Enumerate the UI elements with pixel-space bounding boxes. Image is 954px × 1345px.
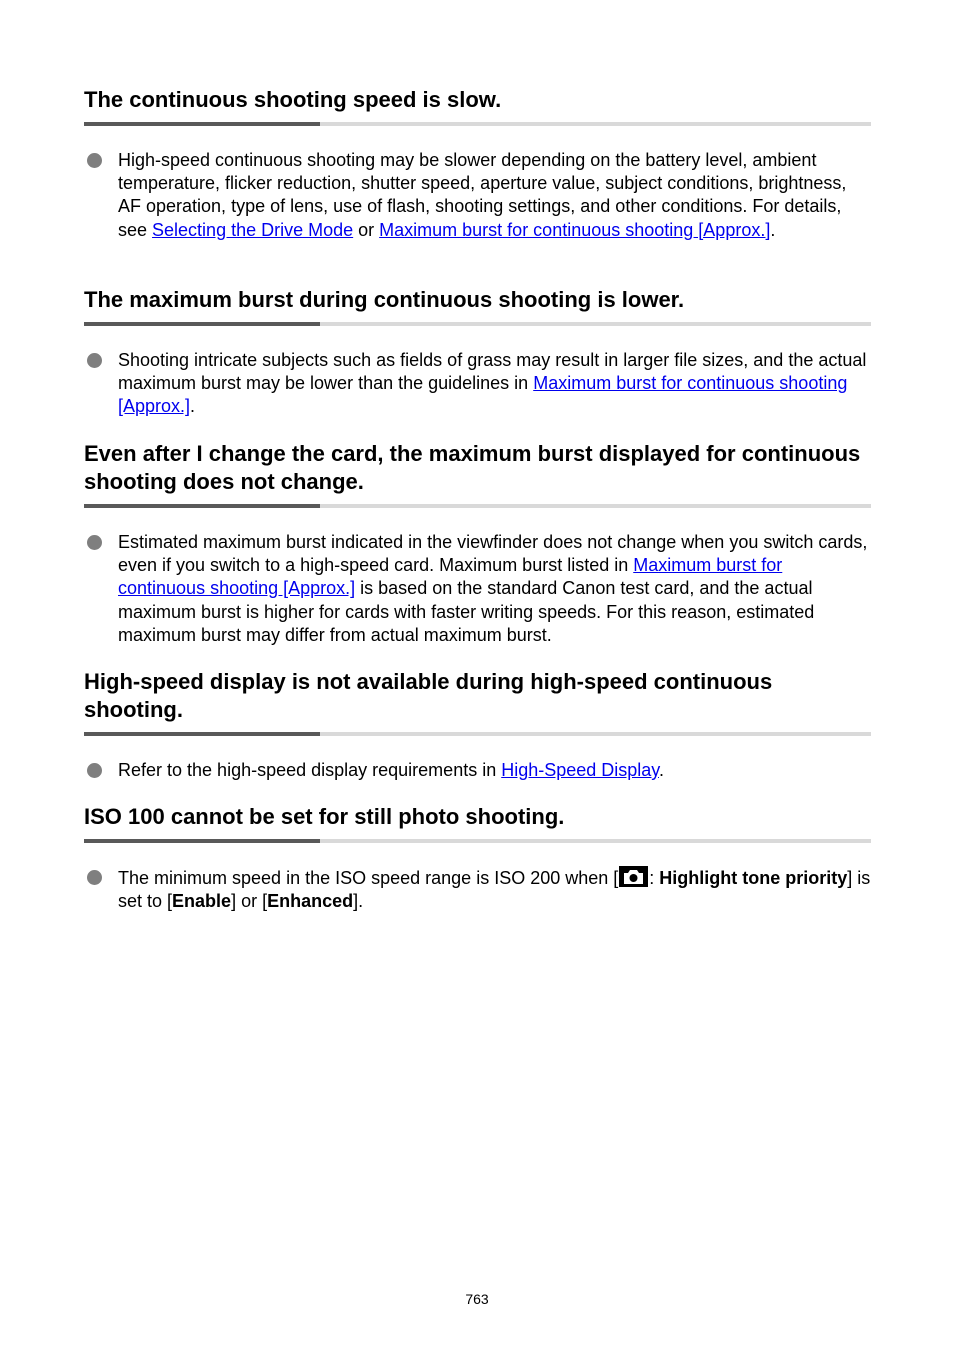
bullet-icon: [87, 153, 102, 168]
list-item: High-speed continuous shooting may be slower depending on the battery level, ambient temperature, flicker reduction, shutter speed, aperture value, subject conditions, brightness, AF operation, type of lens, use of flash, shooting settings, and other conditions. For details, see Selecting the Drive Mode or Maximum burst for continuous shooting [Approx.].: [84, 149, 871, 242]
list-item: The minimum speed in the ISO speed range is ISO 200 when [ : Highlight tone priority] is set to [Enable] or [Enhanced].: [84, 866, 871, 913]
section-title: ISO 100 cannot be set for still photo shooting.: [84, 804, 565, 829]
section-title: The continuous shooting speed is slow.: [84, 87, 502, 112]
page-number: 763: [465, 1291, 489, 1307]
section-divider: [84, 122, 871, 126]
camera-icon: [619, 866, 648, 887]
section-title: Even after I change the card, the maximum burst displayed for continuous shooting does not change.: [84, 441, 861, 494]
list-item: Refer to the high-speed display requirements in High-Speed Display.: [84, 759, 871, 782]
section-divider: [84, 732, 871, 736]
section-divider: [84, 322, 871, 326]
list-item: Shooting intricate subjects such as fields of grass may result in larger file sizes, and the actual maximum burst may be lower than the guidelines in Maximum burst for continuous shooting [Approx.].: [84, 349, 871, 419]
section-divider: [84, 839, 871, 843]
section-maximum-burst-lower: [84, 286, 871, 419]
section-title: The maximum burst during continuous shooting is lower.: [84, 287, 685, 312]
section-high-speed-display: [84, 668, 871, 782]
bullet-icon: [87, 763, 102, 778]
section-iso-100: [84, 803, 871, 913]
link-maximum-burst[interactable]: Maximum burst for continuous shooting [Approx.]: [379, 219, 771, 240]
link-high-speed-display[interactable]: High-Speed Display: [501, 760, 659, 780]
bullet-icon: [87, 353, 102, 368]
list-item: Estimated maximum burst indicated in the viewfinder does not change when you switch cards, even if you switch to a high-speed card. Maximum burst listed in Maximum burst for continuous shooting [Approx.] is based on the standard Canon test card, and the actual maximum burst is higher for cards with faster writing speeds. For this reason, estimated maximum burst may differ from actual maximum burst.: [84, 531, 871, 647]
link-selecting-drive-mode[interactable]: Selecting the Drive Mode: [152, 219, 354, 240]
bullet-icon: [87, 535, 102, 550]
section-title: High-speed display is not available during high-speed continuous shooting.: [84, 669, 773, 722]
bullet-icon: [87, 870, 102, 885]
section-continuous-speed-slow: [84, 86, 871, 242]
section-divider: [84, 504, 871, 508]
link-maximum-burst[interactable]: Maximum burst for continuous shooting [Approx.]: [118, 555, 783, 599]
section-card-change-burst: [84, 440, 871, 647]
link-maximum-burst[interactable]: Maximum burst for continuous shooting [Approx.]: [118, 373, 848, 417]
